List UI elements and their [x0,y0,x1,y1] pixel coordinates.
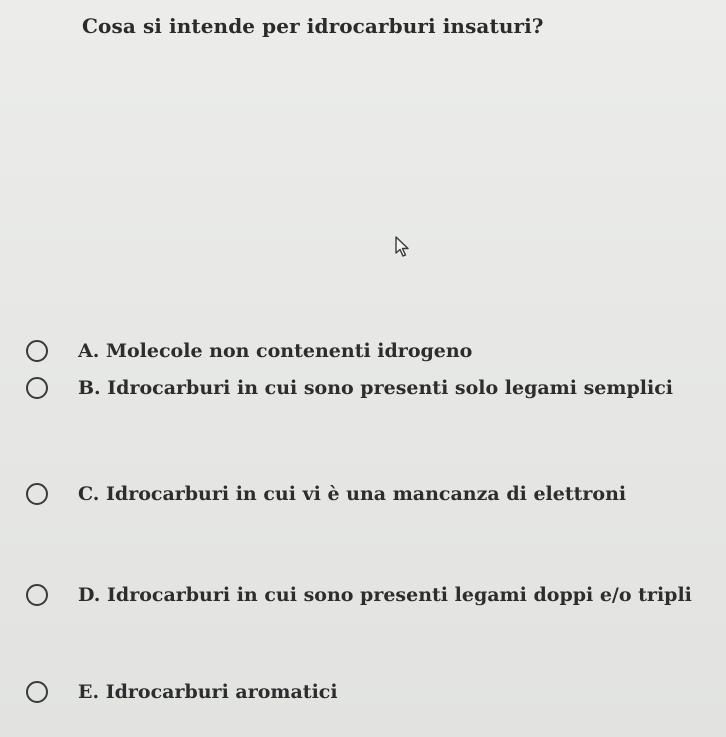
radio-unchecked-icon[interactable] [26,377,48,399]
option-a-label: A. Molecole non contenenti idrogeno [78,340,473,362]
option-c-label: C. Idrocarburi in cui vi è una mancanza di elettroni [78,483,627,505]
radio-unchecked-icon[interactable] [26,483,48,505]
radio-unchecked-icon[interactable] [26,340,48,362]
question-text: Cosa si intende per idrocarburi insaturi? [82,14,544,38]
option-a[interactable] [26,340,472,362]
option-e-label: E. Idrocarburi aromatici [78,681,338,703]
option-d-label: D. Idrocarburi in cui sono presenti legami doppi e/o tripli [78,584,692,606]
radio-unchecked-icon[interactable] [26,681,48,703]
option-c[interactable] [26,483,626,505]
radio-unchecked-icon[interactable] [26,584,48,606]
arrow-cursor-icon [394,236,410,258]
option-d[interactable] [26,584,692,606]
option-e[interactable] [26,681,338,703]
option-b[interactable] [26,377,673,399]
option-b-label: B. Idrocarburi in cui sono presenti solo legami semplici [78,377,674,399]
